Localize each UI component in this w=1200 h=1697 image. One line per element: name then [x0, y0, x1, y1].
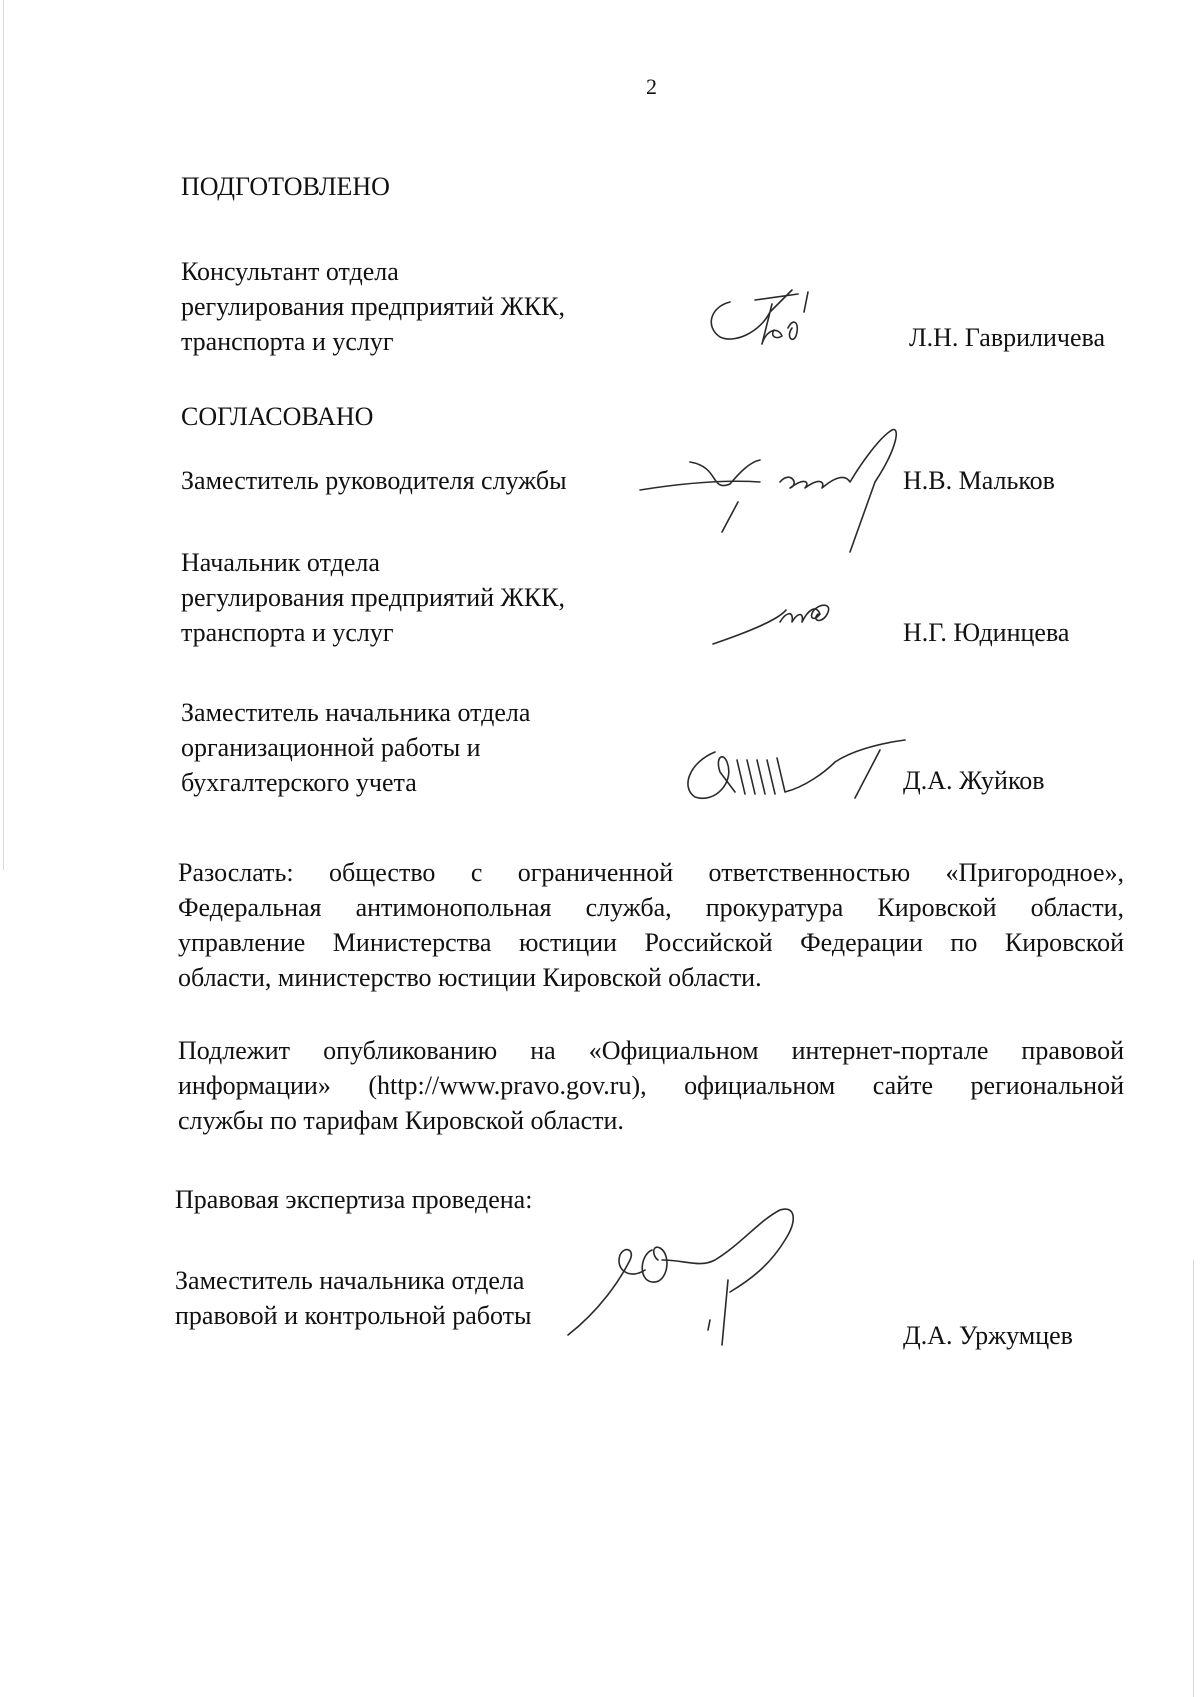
distribution-line-3: управление Министерства юстиции Российской Федерации по Кировской — [178, 928, 1124, 957]
agreed-signer-2-position-line-1: Начальник отдела — [181, 548, 380, 577]
agreed-signer-1-position: Заместитель руководителя службы — [181, 466, 567, 495]
agreed-signer-2-position — [181, 545, 565, 650]
distribution-line-4: области, министерство юстиции Кировской области. — [178, 963, 762, 992]
distribution-paragraph — [178, 855, 1124, 995]
page-number: 2 — [646, 74, 657, 99]
prepared-position-line-1: Консультант отдела — [181, 257, 399, 286]
signature-zhuikov — [675, 732, 915, 807]
agreed-signer-1-name: Н.В. Мальков — [903, 466, 1055, 495]
agreed-signer-2-name: Н.Г. Юдинцева — [903, 618, 1070, 647]
publication-paragraph — [178, 1033, 1124, 1138]
signature-gavrilicheva — [700, 282, 830, 357]
signature-urzhumtsev — [560, 1200, 850, 1360]
agreed-signer-2-position-line-3: транспорта и услуг — [181, 618, 394, 647]
agreed-signer-3-name: Д.А. Жуйков — [903, 766, 1045, 795]
publication-line-2: информации» (http://www.pravo.gov.ru), официальном сайте региональной — [178, 1071, 1124, 1100]
legal-review-heading: Правовая экспертиза проведена: — [175, 1185, 533, 1214]
agreed-signer-3-position — [181, 695, 530, 800]
prepared-heading: ПОДГОТОВЛЕНО — [181, 172, 390, 201]
publication-line-3: службы по тарифам Кировской области. — [178, 1106, 624, 1135]
prepared-name: Л.Н. Гавриличева — [909, 323, 1106, 352]
scan-edge-left — [3, 0, 4, 870]
legal-review-name: Д.А. Уржумцев — [903, 1321, 1073, 1350]
distribution-line-2: Федеральная антимонопольная служба, прокуратура Кировской области, — [178, 893, 1124, 922]
agreed-signer-2-position-line-2: регулирования предприятий ЖКК, — [181, 583, 566, 612]
agreed-signer-3-position-line-1: Заместитель начальника отдела — [181, 698, 531, 727]
distribution-line-1: Разослать: общество с ограниченной ответственностью «Пригородное», — [178, 858, 1124, 887]
agreed-heading: СОГЛАСОВАНО — [181, 402, 374, 431]
legal-review-position-line-1: Заместитель начальника отдела — [175, 1266, 525, 1295]
prepared-position-line-2: регулирования предприятий ЖКК, — [181, 292, 566, 321]
legal-review-position — [175, 1263, 531, 1333]
prepared-position — [181, 254, 565, 359]
legal-review-position-line-2: правовой и контрольной работы — [175, 1301, 532, 1330]
agreed-signer-3-position-line-2: организационной работы и — [181, 733, 481, 762]
agreed-signer-3-position-line-3: бухгалтерского учета — [181, 768, 417, 797]
signature-malkov — [630, 422, 920, 562]
prepared-position-line-3: транспорта и услуг — [181, 327, 394, 356]
publication-line-1: Подлежит опубликованию на «Официальном интернет-портале правовой — [178, 1036, 1124, 1065]
signature-yudintseva — [708, 592, 853, 652]
scan-edge-right — [1193, 1260, 1194, 1697]
